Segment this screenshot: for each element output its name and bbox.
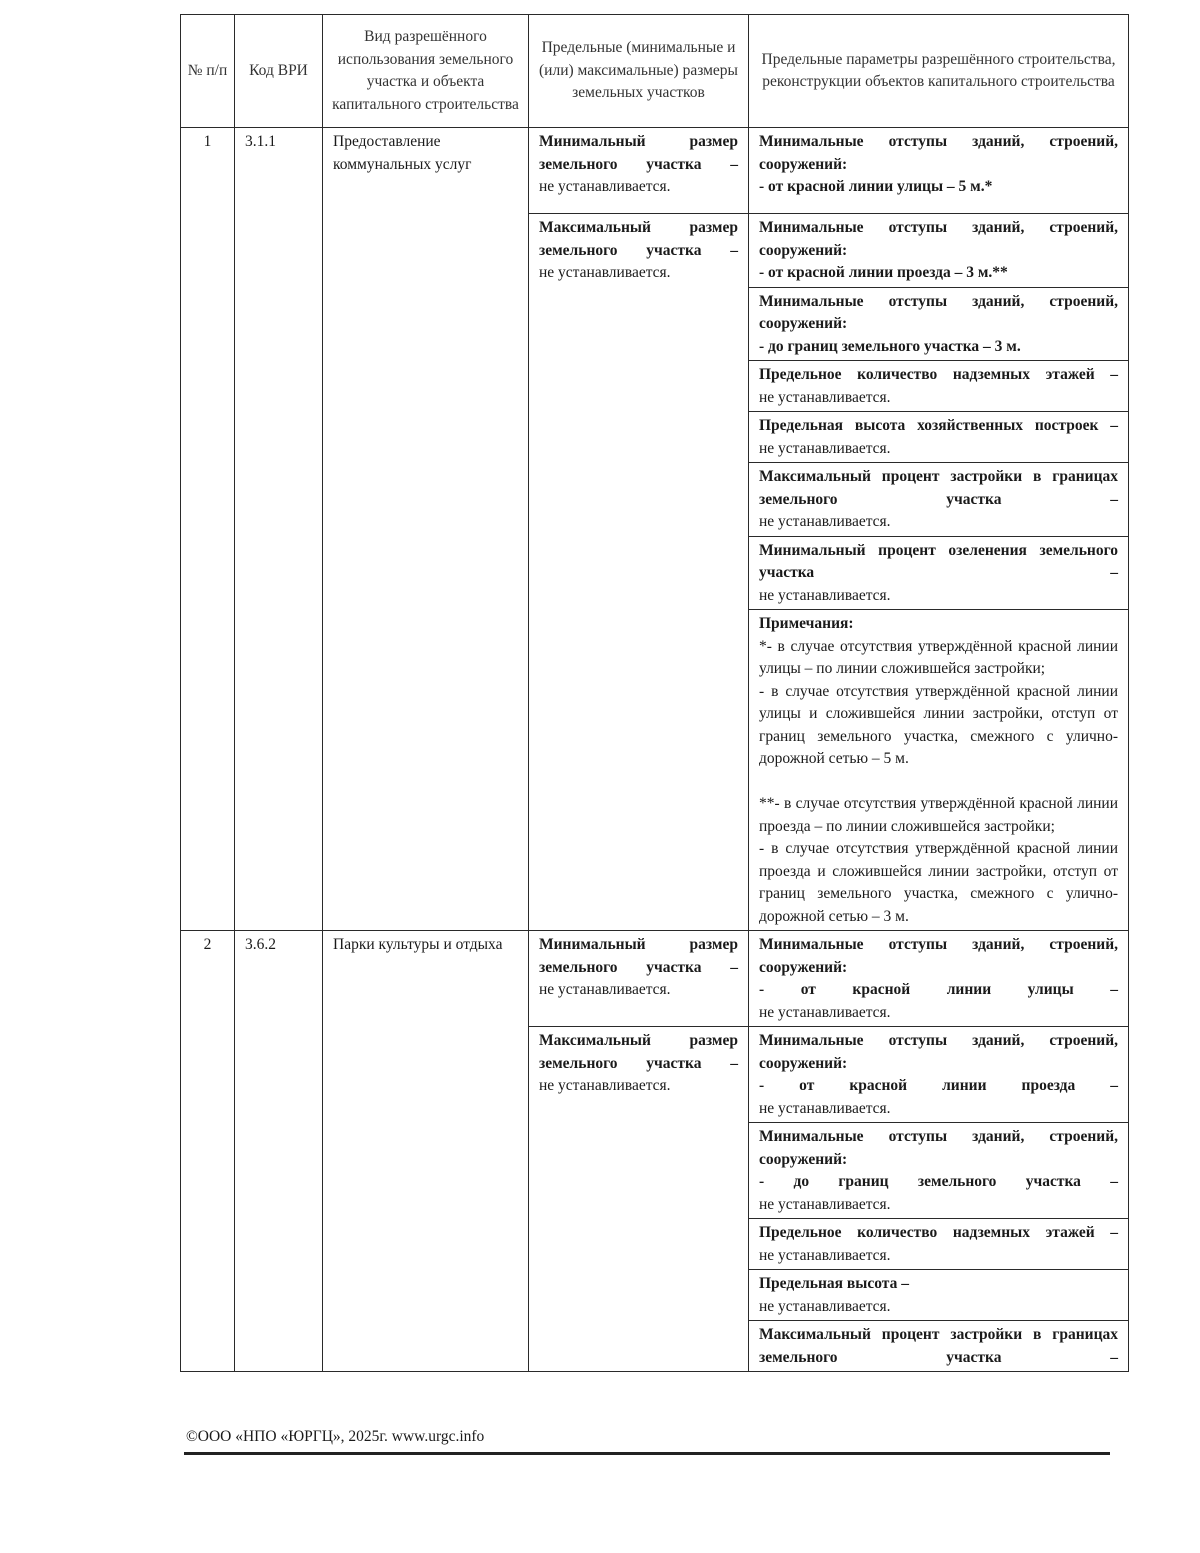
param-title: Предельное количество надземных этажей – <box>759 366 1118 383</box>
row-number: 1 <box>181 128 235 931</box>
max-plot-size-title: Максимальный размер земельного участка – <box>539 219 738 259</box>
table-row <box>181 931 1129 1027</box>
header-use-type: Вид разрешённого использования земельного участка и объекта капитального строительства <box>323 15 529 128</box>
param-value-2: не устанавливается. <box>759 1099 891 1117</box>
param-cell <box>749 1123 1129 1219</box>
header-plot-sizes: Предельные (минимальные и (или) максимальные) размеры земельных участков <box>529 15 749 128</box>
copyright-footer: ©ООО «НПО «ЮРГЦ», 2025г. www.urgc.info <box>186 1428 485 1445</box>
param-value: не устанавливается. <box>759 388 891 406</box>
table-row <box>181 128 1129 214</box>
param-value-2: не устанавливается. <box>759 1003 891 1021</box>
param-value: не устанавливается. <box>759 586 891 604</box>
param-cell <box>749 1027 1129 1123</box>
param-cell <box>749 287 1129 361</box>
param-value: - от красной линии проезда – <box>759 1077 1118 1094</box>
param-cell <box>749 361 1129 412</box>
footer-divider <box>184 1452 1110 1455</box>
param-value: - от красной линии улицы – 5 м.* <box>759 178 993 195</box>
param-cell <box>749 1219 1129 1270</box>
row-code: 3.1.1 <box>235 128 323 931</box>
max-plot-size-title: Максимальный размер земельного участка – <box>539 1032 738 1072</box>
param-title: Предельная высота хозяйственных построек – <box>759 417 1118 434</box>
param-cell <box>749 463 1129 537</box>
param-value: - до границ земельного участка – <box>759 1173 1118 1190</box>
min-plot-size-value: не устанавливается. <box>539 981 671 998</box>
note-text: - в случае отсутствия утверждённой красной линии улицы и сложившейся линии застройки, отступ от границ земельного участка, смежного с улично-дорожной сетью – 5 м. <box>759 682 1118 767</box>
row-use-name: Парки культуры и отдыха <box>323 931 529 1372</box>
param-cell <box>749 128 1129 214</box>
min-plot-size-cell <box>529 128 749 214</box>
param-cell <box>749 1321 1129 1372</box>
min-plot-size-cell <box>529 931 749 1027</box>
param-value: не устанавливается. <box>759 513 891 530</box>
param-cell <box>749 412 1129 463</box>
param-title: Минимальные отступы зданий, строений, сооружений: <box>759 219 1118 259</box>
min-plot-size-title: Минимальный размер земельного участка – <box>539 936 738 976</box>
param-value: не устанавливается. <box>759 439 891 457</box>
param-value: не устанавливается. <box>759 1246 891 1264</box>
min-plot-size-title: Минимальный размер земельного участка – <box>539 133 738 173</box>
min-plot-size-value: не устанавливается. <box>539 178 671 195</box>
regulations-table <box>180 14 1129 1372</box>
row-use-name: Предоставление коммунальных услуг <box>323 128 529 931</box>
param-title: Максимальный процент застройки в границах земельного участка – <box>759 468 1118 508</box>
max-plot-size-cell <box>529 214 749 931</box>
param-title: Минимальные отступы зданий, строений, сооружений: <box>759 1032 1118 1072</box>
param-cell <box>749 1270 1129 1321</box>
max-plot-size-value: не устанавливается. <box>539 1077 671 1094</box>
param-title: Минимальный процент озеленения земельного участка – <box>759 541 1118 581</box>
param-value-2: не устанавливается. <box>759 1195 891 1213</box>
param-value: - от красной линии проезда – 3 м.** <box>759 264 1008 281</box>
note-text: **- в случае отсутствия утверждённой красной линии проезда – по линии сложившейся застройки; <box>759 795 1118 835</box>
max-plot-size-cell <box>529 1027 749 1372</box>
param-title: Минимальные отступы зданий, строений, сооружений: <box>759 133 1118 173</box>
param-title: Минимальные отступы зданий, строений, сооружений: <box>759 292 1118 332</box>
header-construction-params: Предельные параметры разрешённого строительства, реконструкции объектов капитального строительства <box>749 15 1129 128</box>
max-plot-size-value: не устанавливается. <box>539 264 671 281</box>
header-code: Код ВРИ <box>235 15 323 128</box>
param-cell <box>749 536 1129 610</box>
param-title: Минимальные отступы зданий, строений, сооружений: <box>759 936 1118 976</box>
row-code: 3.6.2 <box>235 931 323 1372</box>
header-number: № п/п <box>181 15 235 128</box>
param-value: не устанавливается. <box>759 1297 891 1315</box>
table-header-row <box>181 15 1129 128</box>
param-cell <box>749 931 1129 1027</box>
notes-cell <box>749 610 1129 931</box>
notes-title: Примечания: <box>759 615 854 632</box>
param-value: - до границ земельного участка – 3 м. <box>759 337 1021 355</box>
note-text: *- в случае отсутствия утверждённой красной линии улицы – по линии сложившейся застройки; <box>759 637 1118 677</box>
row-number: 2 <box>181 931 235 1372</box>
param-title: Максимальный процент застройки в границах земельного участка – <box>759 1326 1118 1366</box>
notes-spacer <box>759 771 1118 794</box>
param-title: Предельное количество надземных этажей – <box>759 1224 1118 1241</box>
param-title: Минимальные отступы зданий, строений, сооружений: <box>759 1128 1118 1168</box>
param-value: - от красной линии улицы – <box>759 981 1118 998</box>
note-text: - в случае отсутствия утверждённой красной линии проезда и сложившейся линии застройки, отступ от границ земельного участка, смежного с улично-дорожной сетью – 3 м. <box>759 840 1118 925</box>
param-title: Предельная высота – <box>759 1275 909 1292</box>
param-cell <box>749 214 1129 288</box>
